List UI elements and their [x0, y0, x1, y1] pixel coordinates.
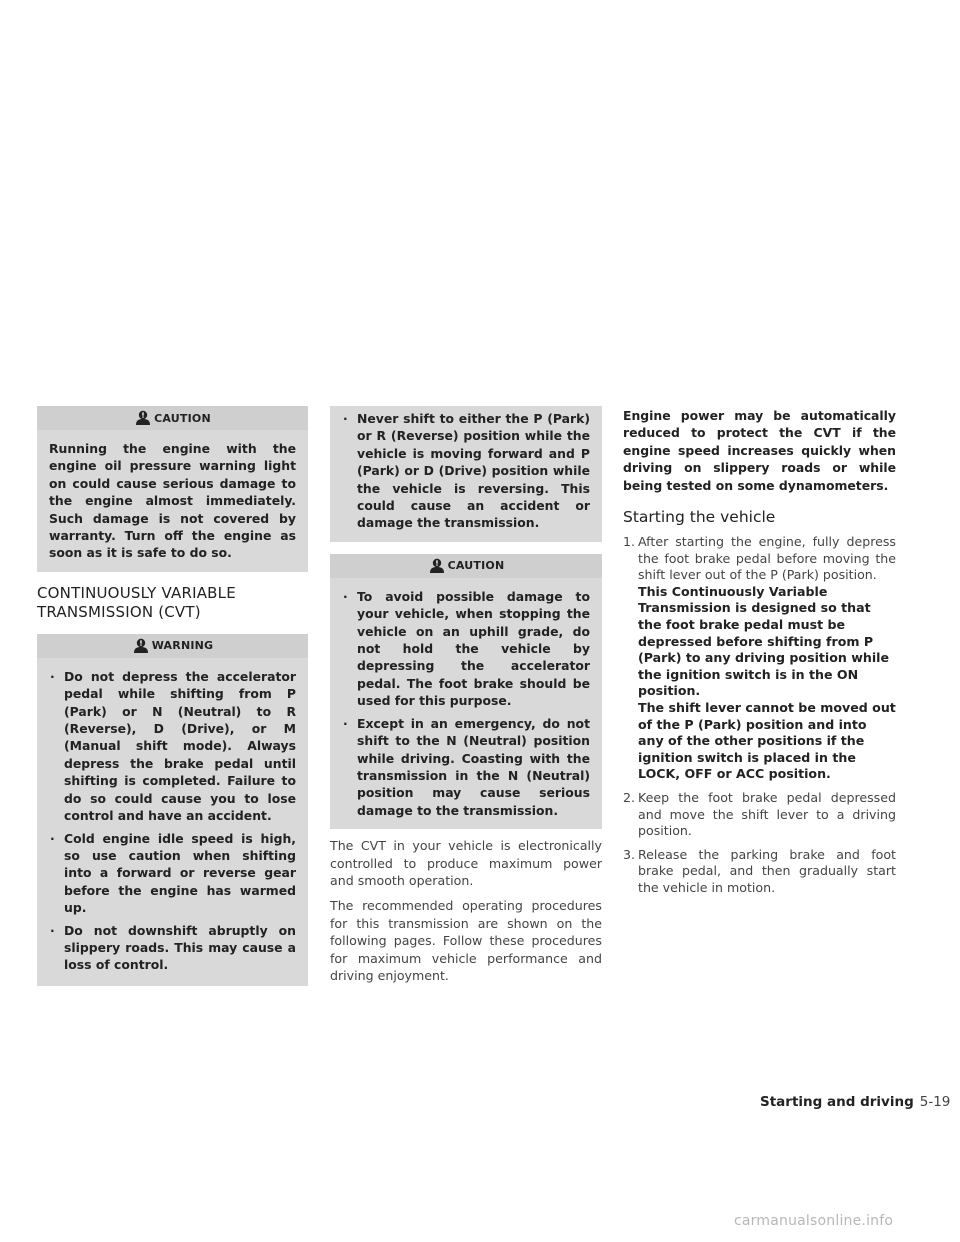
- warning-box: [37, 634, 308, 986]
- warning-box-continued: [330, 406, 602, 542]
- caution-text: Running the engine with the engine oil pressure warning light on could cause serious damage to the engine almost immediately. Such damage is not covered by warranty. Turn off the engine as soon as it is safe to do so.: [49, 441, 296, 561]
- column-left: [37, 406, 308, 986]
- warning-heading-text: WARNING: [151, 639, 214, 653]
- caution-heading-text: CAUTION: [447, 559, 505, 573]
- warning-heading: [37, 634, 308, 658]
- body-paragraph: The CVT in your vehicle is electronically controlled to produce maximum power and smooth operation.: [330, 838, 602, 888]
- caution-heading-text: CAUTION: [154, 411, 211, 425]
- starting-title: Starting the vehicle: [623, 508, 776, 527]
- caution-box: [330, 554, 602, 829]
- list-item: 2. Keep the foot brake pedal depressed and move the shift lever to a driving position.: [623, 789, 896, 839]
- body-paragraph: The recommended operating procedures for this transmission are shown on the following pages. Follow these procedures for maximum vehicle performance and driving enjoyment.: [330, 898, 602, 983]
- list-item: · Cold engine idle speed is high, so use caution when shifting into a forward or reverse gear before the engine has warmed up.: [50, 830, 296, 916]
- caution-list: [342, 588, 590, 819]
- caution-icon: [428, 558, 446, 574]
- page-footer: [760, 1094, 950, 1110]
- caution-heading: [37, 406, 308, 430]
- list-item: · Never shift to either the P (Park) or R (Reverse) position while the vehicle is moving forward and P (Park) or D (Drive) position while the vehicle is reversing. This could cause an accident or damage the transmission.: [343, 411, 590, 531]
- warning-list: [49, 668, 296, 974]
- engine-power-note: Engine power may be automatically reduced to protect the CVT if the engine speed increases quickly when driving on slippery roads or while being tested on some dynamometers.: [623, 408, 896, 493]
- column-middle: [330, 406, 602, 984]
- warning-icon: [132, 638, 150, 654]
- list-item: · To avoid possible damage to your vehicle, when stopping the vehicle on an uphill grade, do not hold the vehicle by depressing the accelerator pedal. The foot brake should be used for this purpose.: [343, 588, 590, 709]
- warning-list-continued: [342, 410, 590, 532]
- list-item: · Except in an emergency, do not shift to the N (Neutral) position while driving. Coasting with the transmission in the N (Neutral) position may cause serious damage to the transmission.: [343, 715, 590, 818]
- list-item: · Do not downshift abruptly on slippery roads. This may cause a loss of control.: [50, 922, 296, 973]
- footer-page-number: 5-19: [919, 1094, 951, 1110]
- caution-box: [37, 406, 308, 572]
- watermark: carmanualsonline.info: [734, 1213, 894, 1229]
- list-item: 1. After starting the engine, fully depress the foot brake pedal before moving the shift lever out of the P (Park) position. This Continuously Variable Transmission is designed so that the foot brake pedal must be depressed before shifting from P (Park) to any driving position while the ignition switch is in the ON position. The shift lever cannot be moved out of the P (Park) position and into any of the other positions if the ignition switch is placed in the LOCK, OFF or ACC position.: [623, 534, 896, 782]
- footer-section: Starting and driving: [760, 1094, 914, 1110]
- caution-heading: [330, 554, 602, 578]
- caution-icon: [134, 410, 152, 426]
- list-item: · Do not depress the accelerator pedal while shifting from P (Park) or N (Neutral) to R (Reverse), D (Drive), or M (Manual shift mode). Always depress the brake pedal until shifting is completed. Failure to do so could cause you to lose control and have an accident.: [50, 668, 296, 824]
- section-title: CONTINUOUSLY VARIABLE TRANSMISSION (CVT): [37, 583, 236, 621]
- list-item: 3. Release the parking brake and foot brake pedal, and then gradually start the vehicle in motion.: [623, 846, 896, 895]
- starting-steps: [623, 534, 896, 896]
- column-right: [623, 407, 896, 904]
